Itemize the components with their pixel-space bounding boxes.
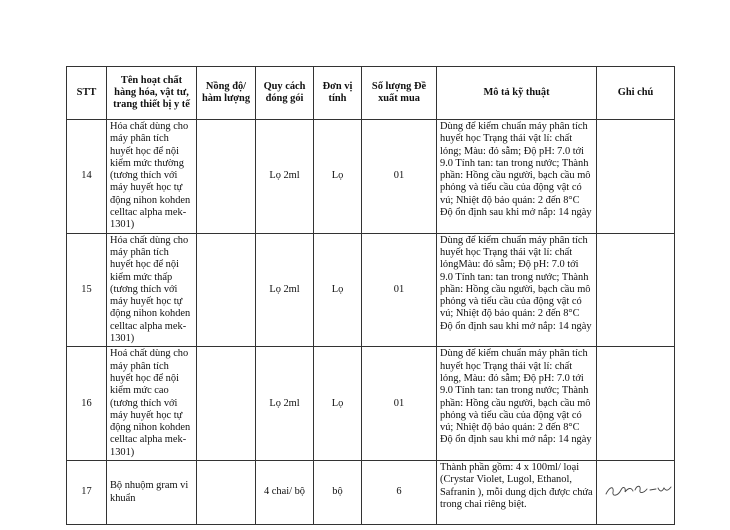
table-row	[67, 461, 675, 525]
row-packaging: Lọ 2ml	[256, 347, 314, 461]
header-technical-description: Mô tả kỹ thuật	[437, 67, 597, 120]
table-row	[67, 347, 675, 461]
row-packaging: Lọ 2ml	[256, 233, 314, 347]
supply-spec-table	[66, 66, 675, 525]
row-quantity: 01	[362, 233, 437, 347]
row-stt: 15	[67, 233, 107, 347]
header-quantity: Số lượng Đề xuất mua	[362, 67, 437, 120]
row-item-name: Hóa chất dùng cho máy phân tích huyết học để nội kiểm mức thấp (tương thích với máy huyết học tự động nihon kohden celltac alpha mek-1301)	[107, 233, 197, 347]
header-packaging: Quy cách đóng gói	[256, 67, 314, 120]
header-concentration: Nồng độ/ hàm lượng	[197, 67, 256, 120]
row-note	[597, 120, 675, 234]
row-packaging: 4 chai/ bộ	[256, 461, 314, 525]
row-item-name: Hoá chất dùng cho máy phân tích huyết học để nội kiểm mức cao (tương thích với máy huyết học tự động nihon kohden celltac alpha mek-1301)	[107, 347, 197, 461]
row-packaging: Lọ 2ml	[256, 120, 314, 234]
row-unit: Lọ	[314, 347, 362, 461]
row-stt: 16	[67, 347, 107, 461]
row-concentration	[197, 347, 256, 461]
row-concentration	[197, 461, 256, 525]
row-technical-description: Thành phần gồm: 4 x 100ml/ loại (Crystar Violet, Lugol, Ethanol, Safranin ), mỗi dung dịch được chứa trong chai riêng biệt.	[437, 461, 597, 525]
table-row	[67, 120, 675, 234]
table-row	[67, 233, 675, 347]
handwritten-signature	[604, 478, 674, 500]
row-quantity: 6	[362, 461, 437, 525]
header-item-name: Tên hoạt chất hàng hóa, vật tư, trang thiết bị y tế	[107, 67, 197, 120]
row-concentration	[197, 120, 256, 234]
row-quantity: 01	[362, 120, 437, 234]
header-unit: Đơn vị tính	[314, 67, 362, 120]
row-quantity: 01	[362, 347, 437, 461]
row-note	[597, 233, 675, 347]
header-stt: STT	[67, 67, 107, 120]
row-item-name: Bộ nhuộm gram vi khuẩn	[107, 461, 197, 525]
row-technical-description: Dùng để kiểm chuẩn máy phân tích huyết học Trạng thái vật lí: chất lỏng, Màu: đỏ sẫm; Độ pH: 7.0 tới 9.0 Tính tan: tan trong nước; Thành phần: Hồng cầu người, bạch cầu mô phỏng và tiểu cầu của động vật có vú; Nhiệt độ bảo quản: 2 đến 8°C Độ ổn định sau khi mở nắp: 14 ngày	[437, 347, 597, 461]
row-unit: bộ	[314, 461, 362, 525]
row-unit: Lọ	[314, 120, 362, 234]
row-item-name: Hóa chất dùng cho máy phân tích huyết học để nội kiểm mức thường (tương thích với máy huyết học tự động nihon kohden celltac alpha mek-1301)	[107, 120, 197, 234]
row-concentration	[197, 233, 256, 347]
header-note: Ghi chú	[597, 67, 675, 120]
row-stt: 17	[67, 461, 107, 525]
row-unit: Lọ	[314, 233, 362, 347]
row-note	[597, 347, 675, 461]
row-technical-description: Dùng để kiểm chuẩn máy phân tích huyết học Trạng thái vật lí: chất lỏng; Màu: đỏ sẫm; Độ pH: 7.0 tới 9.0 Tính tan: tan trong nước; Thành phần: Hồng cầu người, bạch cầu mô phỏng và tiểu cầu của động vật có vú; Nhiệt độ bảo quản: 2 đến 8°C Độ ổn định sau khi mở nắp: 14 ngày	[437, 120, 597, 234]
row-technical-description: Dùng để kiểm chuẩn máy phân tích huyết học Trạng thái vật lí: chất lỏngMàu: đỏ sẫm; Độ pH: 7.0 tới 9.0 Tính tan: tan trong nước; Thành phần: Hồng cầu người, bạch cầu mô phỏng và tiểu cầu của động vật có vú; Nhiệt độ bảo quản: 2 đến 8°C Độ ổn định sau khi mở nắp: 14 ngày	[437, 233, 597, 347]
table-header-row	[67, 67, 675, 120]
row-stt: 14	[67, 120, 107, 234]
